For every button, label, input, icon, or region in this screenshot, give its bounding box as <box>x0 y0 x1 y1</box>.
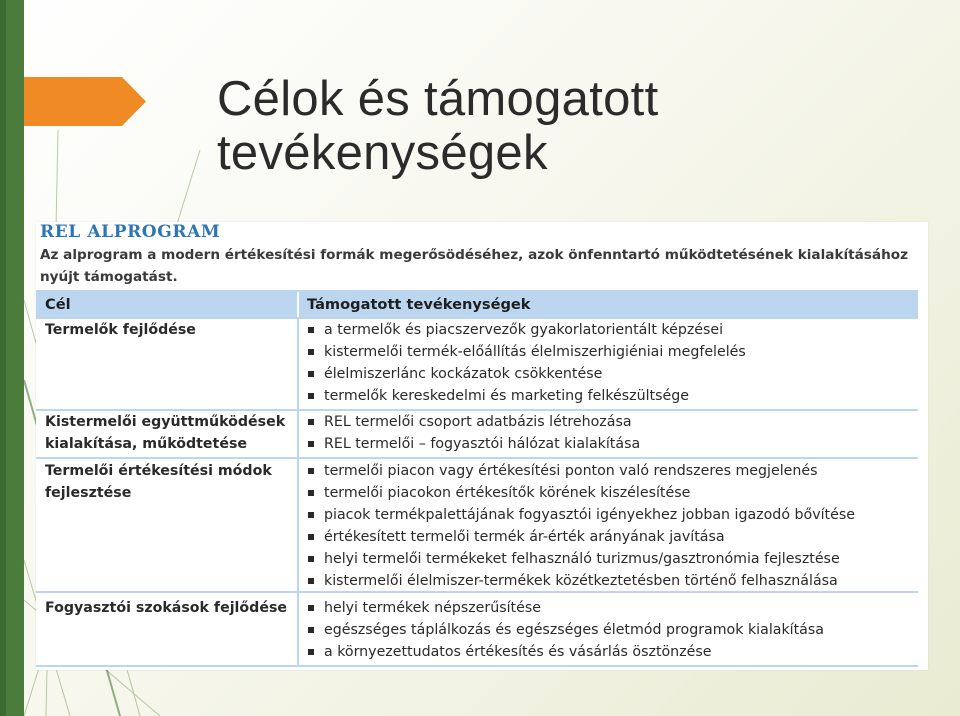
list-item <box>307 482 855 504</box>
column-separator <box>297 319 299 665</box>
activity-list <box>307 597 824 663</box>
table-row-goal <box>45 411 295 455</box>
activity-list <box>307 411 640 455</box>
activity-text: egészséges táplálkozás és egészséges életmód programok kialakítása <box>324 622 824 638</box>
table-header-goal: Cél <box>45 296 71 313</box>
square-bullet-icon <box>308 556 314 562</box>
square-bullet-icon <box>308 649 314 655</box>
square-bullet-icon <box>308 441 314 447</box>
list-item <box>307 526 855 548</box>
list-item <box>307 504 855 526</box>
activity-text: kistermelői termék-előállítás élelmiszerhigiéniai megfelelés <box>324 344 746 360</box>
square-bullet-icon <box>308 605 314 611</box>
activity-list <box>307 460 855 592</box>
slide-title <box>217 72 658 180</box>
activity-text: a környezettudatos értékesítés és vásárlás ösztönzése <box>324 644 712 660</box>
square-bullet-icon <box>308 512 314 518</box>
table-header <box>36 290 918 319</box>
list-item <box>307 570 855 592</box>
table-header-divider <box>297 292 299 317</box>
row-separator <box>36 591 918 593</box>
activity-text: piacok termékpalettájának fogyasztói igényekhez jobban igazodó bővítése <box>324 507 855 523</box>
program-title: REL ALPROGRAM <box>40 222 221 242</box>
activity-text: kistermelői élelmiszer-termékek közétkeztetésben történő felhasználása <box>324 573 838 589</box>
program-panel <box>36 222 928 670</box>
goal-text-line: Termelők fejlődése <box>45 322 196 338</box>
row-separator <box>36 665 918 667</box>
list-item <box>307 460 855 482</box>
activity-text: helyi termékek népszerűsítése <box>324 600 541 616</box>
goal-text-line: Fogyasztói szokások fejlődése <box>45 600 288 616</box>
program-intro: Az alprogram a modern értékesítési formák megerősödéséhez, azok önfenntartó működtetésének kialakításához nyújt támogatást. <box>40 247 909 285</box>
row-separator <box>36 457 918 459</box>
activity-list <box>307 319 746 407</box>
list-item <box>307 411 640 433</box>
table-row-goal <box>45 597 295 619</box>
slide-title-line-1: Célok és támogatott <box>217 72 659 126</box>
left-accent-bar <box>0 0 24 716</box>
activity-text: termelői piacokon értékesítők körének kiszélesítése <box>324 485 691 501</box>
list-item <box>307 363 746 385</box>
list-item <box>307 548 855 570</box>
activity-text: élelmiszerlánc kockázatok csökkentése <box>324 366 603 382</box>
list-item <box>307 341 746 363</box>
left-accent-bar-inner <box>0 0 6 716</box>
list-item <box>307 433 640 455</box>
slide-title-line-2: tevékenységek <box>217 126 548 180</box>
square-bullet-icon <box>308 371 314 377</box>
goal-text-line: fejlesztése <box>45 485 132 501</box>
square-bullet-icon <box>308 349 314 355</box>
list-item <box>307 619 824 641</box>
goal-text-line: Kistermelői együttműködések <box>45 414 286 430</box>
activity-text: a termelők és piacszervezők gyakorlatorientált képzései <box>324 322 724 338</box>
square-bullet-icon <box>308 393 314 399</box>
table-row-goal <box>45 319 295 341</box>
orange-arrow-icon <box>24 77 146 126</box>
activity-text: értékesített termelői termék ár-érték arányának javítása <box>324 529 725 545</box>
activity-text: helyi termelői termékeket felhasználó turizmus/gasztronómia fejlesztése <box>324 551 840 567</box>
table-row-goal <box>45 460 295 504</box>
square-bullet-icon <box>308 327 314 333</box>
square-bullet-icon <box>308 468 314 474</box>
activity-text: REL termelői – fogyasztói hálózat kialakítása <box>324 436 641 452</box>
activity-text: REL termelői csoport adatbázis létrehozása <box>324 414 632 430</box>
list-item <box>307 385 746 407</box>
list-item <box>307 597 824 619</box>
square-bullet-icon <box>308 578 314 584</box>
square-bullet-icon <box>308 627 314 633</box>
activity-text: termelői piacon vagy értékesítési ponton való rendszeres megjelenés <box>324 463 818 479</box>
activity-text: termelők kereskedelmi és marketing felkészültsége <box>324 388 689 404</box>
goal-text-line: Termelői értékesítési módok <box>45 463 272 479</box>
table-header-activities: Támogatott tevékenységek <box>307 296 531 313</box>
square-bullet-icon <box>308 534 314 540</box>
square-bullet-icon <box>308 490 314 496</box>
list-item <box>307 319 746 341</box>
goal-text-line: kialakítása, működtetése <box>45 436 248 452</box>
list-item <box>307 641 824 663</box>
square-bullet-icon <box>308 419 314 425</box>
